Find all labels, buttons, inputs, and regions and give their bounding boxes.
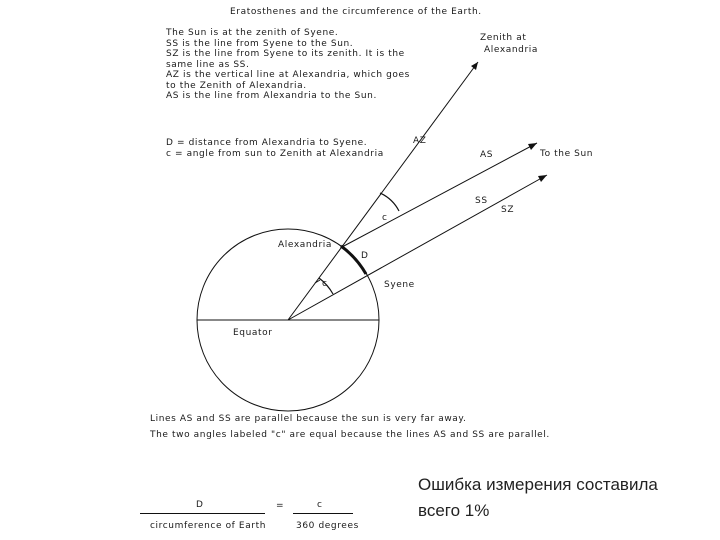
intro-line: AZ is the vertical line at Alexandria, which goes — [166, 70, 410, 80]
label-sz: SZ — [501, 205, 515, 215]
page-title: Eratosthenes and the circumference of the Earth. — [230, 7, 482, 17]
label-d: D — [361, 251, 369, 261]
label-equator: Equator — [233, 328, 273, 338]
label-zenith-2: Alexandria — [484, 45, 539, 55]
label-syene: Syene — [384, 280, 415, 290]
intro-line: to the Zenith of Alexandria. — [166, 80, 307, 91]
note-parallel: Lines AS and SS are parallel because the sun is very far away. — [150, 414, 467, 424]
formula-numerator-right: c — [317, 500, 323, 510]
ss-arrowhead — [538, 175, 547, 182]
formula-denominator-right: 360 degrees — [296, 521, 359, 531]
label-c-upper: c — [382, 213, 388, 223]
az-arrowhead — [471, 62, 478, 70]
definition-c: c = angle from sun to Zenith at Alexandria — [166, 148, 384, 159]
intro-line: SS is the line from Syene to the Sun. — [166, 38, 354, 49]
label-as: AS — [480, 150, 494, 160]
intro-line: same line as SS. — [166, 59, 250, 70]
label-c-center: c — [322, 279, 328, 289]
intro-line: The Sun is at the zenith of Syene. — [166, 28, 339, 38]
formula-equals: = — [276, 501, 285, 511]
label-ss: SS — [475, 196, 488, 206]
formula-denominator-left: circumference of Earth — [150, 521, 267, 531]
error-caption-line2: всего 1% — [418, 501, 490, 520]
as-arrowhead — [528, 143, 537, 150]
formula-fraction-bar-right — [293, 513, 353, 514]
intro-line: SZ is the line from Syene to its zenith. It is the — [166, 49, 405, 59]
error-caption — [418, 472, 658, 524]
definition-d: D = distance from Alexandria to Syene. — [166, 138, 368, 148]
notes — [150, 414, 550, 440]
label-alexandria: Alexandria — [278, 240, 333, 250]
intro-line: AS is the line from Alexandria to the Sun. — [166, 91, 377, 101]
error-caption-line1: Ошибка измерения составила — [418, 475, 658, 494]
label-az: AZ — [413, 136, 427, 146]
angle-c-upper-arc — [380, 193, 399, 211]
intro-text — [166, 28, 410, 102]
definitions — [166, 138, 384, 159]
label-zenith-1: Zenith at — [480, 33, 527, 43]
formula-fraction-bar-left — [140, 513, 265, 514]
note-equal-angles: The two angles labeled "c" are equal because the lines AS and SS are parallel. — [150, 429, 550, 440]
formula-numerator-left: D — [196, 500, 204, 510]
label-to-the-sun: To the Sun — [540, 149, 594, 159]
